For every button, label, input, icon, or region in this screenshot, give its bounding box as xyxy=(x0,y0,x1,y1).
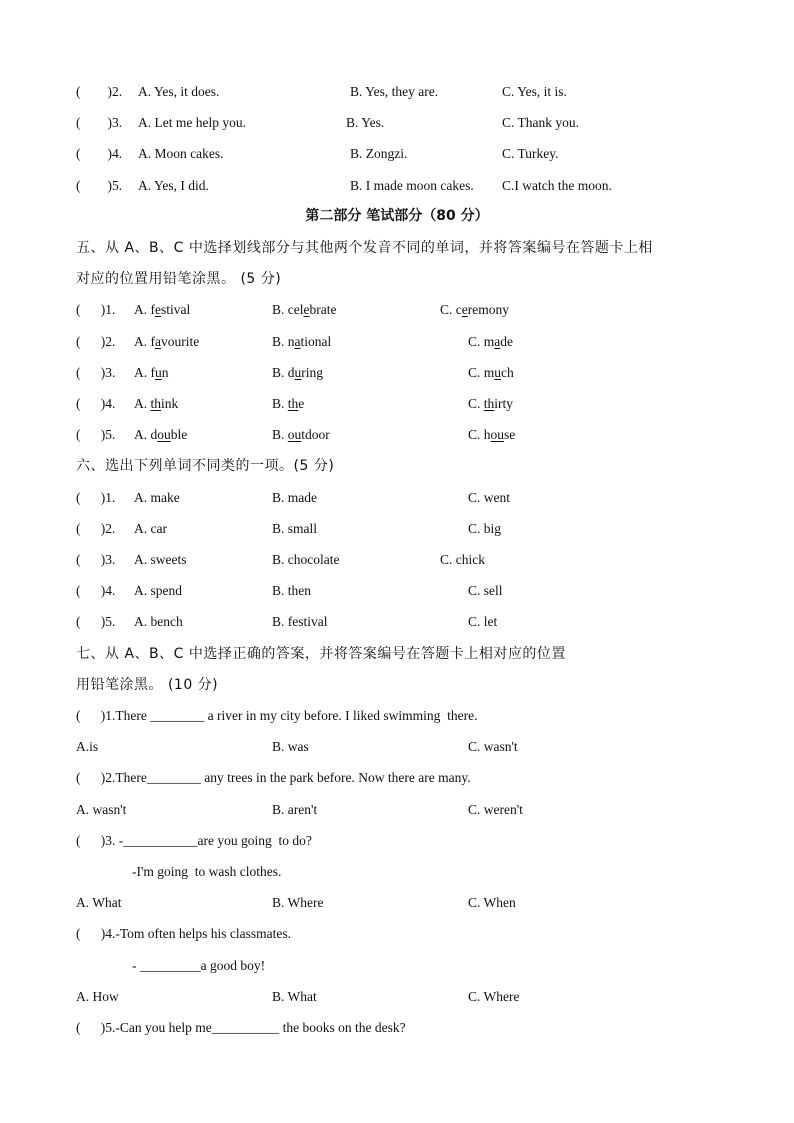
option-c: C. Where xyxy=(468,989,520,1004)
option-a: A. Let me help you. xyxy=(138,115,246,130)
option-c: C. thirty xyxy=(468,396,514,411)
option-c: C. made xyxy=(468,334,514,349)
question-number: ( )4. xyxy=(76,146,123,161)
option-a: A. bench xyxy=(134,614,183,629)
option-a: A. fun xyxy=(134,365,169,380)
option-c: C. big xyxy=(468,521,502,536)
option-a: A. Yes, I did. xyxy=(138,178,209,193)
option-b: B. chocolate xyxy=(272,552,340,567)
sec5-q5 xyxy=(0,423,794,447)
sec5-instructions-line2: 对应的位置用铅笔涂黑。 (5 分) xyxy=(76,271,282,287)
option-b: B. then xyxy=(272,583,311,598)
sec7-instructions-line2: 用铅笔涂黑。 (10 分) xyxy=(76,677,219,693)
part2-title: 第二部分 笔试部分（80 分） xyxy=(305,208,489,224)
question-number: ( )5. xyxy=(76,427,116,442)
listening-q3 xyxy=(0,111,794,135)
question-number: ( )3. xyxy=(76,365,116,380)
option-c: C. Thank you. xyxy=(502,115,579,130)
sec5-q2 xyxy=(0,330,794,354)
option-c: C. much xyxy=(468,365,514,380)
option-c: C. weren't xyxy=(468,802,523,817)
option-b: B. Where xyxy=(272,895,324,910)
question-number: ( )2. xyxy=(76,521,116,536)
sec7-q5 xyxy=(0,1016,794,1040)
sec7-q1 xyxy=(0,704,794,728)
option-b: B. was xyxy=(272,739,309,754)
option-b: B. during xyxy=(272,365,324,380)
option-a: A. favourite xyxy=(134,334,200,349)
listening-q5 xyxy=(0,174,794,198)
sec6-instructions: 六、选出下列单词不同类的一项。(5 分) xyxy=(76,458,335,474)
sec5-q3 xyxy=(0,361,794,385)
option-c: C. went xyxy=(468,490,510,505)
sec7-q4-reply xyxy=(0,954,794,978)
question-stem: ( )2.There________ any trees in the park before. Now there are many. xyxy=(76,770,471,785)
question-stem: ( )3. -___________are you going to do? xyxy=(76,833,312,848)
option-b: B. Yes, they are. xyxy=(350,84,439,99)
option-c: C. let xyxy=(468,614,498,629)
question-number: ( )4. xyxy=(76,396,116,411)
option-b: B. What xyxy=(272,989,317,1004)
option-b: B. small xyxy=(272,521,318,536)
question-number: ( )1. xyxy=(76,490,116,505)
option-a: A. double xyxy=(134,427,188,442)
option-c: C. Turkey. xyxy=(502,146,559,161)
option-b: B. aren't xyxy=(272,802,318,817)
option-a: A. Yes, it does. xyxy=(138,84,220,99)
sec7-q1-options xyxy=(0,735,794,759)
question-number: ( )5. xyxy=(76,178,123,193)
question-number: ( )2. xyxy=(76,84,123,99)
option-a: A. How xyxy=(76,989,119,1004)
option-b: B. national xyxy=(272,334,332,349)
option-b: B. made xyxy=(272,490,317,505)
option-a: A. wasn't xyxy=(76,802,127,817)
option-a: A. Moon cakes. xyxy=(138,146,224,161)
option-b: B. the xyxy=(272,396,305,411)
option-a: A. sweets xyxy=(134,552,187,567)
option-c: C. ceremony xyxy=(440,302,509,317)
sec6-q1 xyxy=(0,486,794,510)
option-c: C. chick xyxy=(440,552,485,567)
option-b: B. I made moon cakes. xyxy=(350,178,474,193)
option-b: B. Zongzi. xyxy=(350,146,408,161)
question-number: ( )1. xyxy=(76,302,116,317)
option-c: C. wasn't xyxy=(468,739,518,754)
sec7-q4-options xyxy=(0,985,794,1009)
question-number: ( )5. xyxy=(76,614,116,629)
question-number: ( )2. xyxy=(76,334,116,349)
listening-q4 xyxy=(0,142,794,166)
sec5-q1 xyxy=(0,298,794,322)
sec7-q3-options xyxy=(0,891,794,915)
option-a: A. festival xyxy=(134,302,191,317)
reply-line: -I'm going to wash clothes. xyxy=(132,864,282,879)
question-number: ( )4. xyxy=(76,583,116,598)
option-b: B. festival xyxy=(272,614,328,629)
question-stem: ( )4.-Tom often helps his classmates. xyxy=(76,926,292,941)
question-stem: ( )1.There ________ a river in my city before. I liked swimming there. xyxy=(76,708,478,723)
sec7-q4 xyxy=(0,922,794,946)
option-a: A. think xyxy=(134,396,179,411)
option-a: A. What xyxy=(76,895,122,910)
sec6-q3 xyxy=(0,548,794,572)
option-c: C.I watch the moon. xyxy=(502,178,612,193)
option-a: A. spend xyxy=(134,583,182,598)
sec6-q4 xyxy=(0,579,794,603)
option-c: C. house xyxy=(468,427,516,442)
option-b: B. outdoor xyxy=(272,427,330,442)
option-a: A. make xyxy=(134,490,180,505)
option-a: A.is xyxy=(76,739,99,754)
option-b: B. celebrate xyxy=(272,302,337,317)
sec6-q5 xyxy=(0,610,794,634)
sec5-instructions-line1: 五、从 A、B、C 中选择划线部分与其他两个发音不同的单词，并将答案编号在答题卡上相 xyxy=(76,240,653,256)
sec7-instructions-line1: 七、从 A、B、C 中选择正确的答案，并将答案编号在答题卡上相对应的位置 xyxy=(76,646,566,662)
option-c: C. sell xyxy=(468,583,503,598)
option-c: C. When xyxy=(468,895,516,910)
sec5-q4 xyxy=(0,392,794,416)
question-number: ( )3. xyxy=(76,552,116,567)
sec7-q3 xyxy=(0,829,794,853)
option-c: C. Yes, it is. xyxy=(502,84,567,99)
sec7-q3-reply xyxy=(0,860,794,884)
question-number: ( )3. xyxy=(76,115,123,130)
sec6-q2 xyxy=(0,517,794,541)
question-stem: ( )5.-Can you help me__________ the books on the desk? xyxy=(76,1020,406,1035)
option-b: B. Yes. xyxy=(346,115,385,130)
reply-line: - _________a good boy! xyxy=(132,958,266,973)
sec7-q2 xyxy=(0,766,794,790)
sec7-q2-options xyxy=(0,798,794,822)
listening-q2 xyxy=(0,80,794,104)
option-a: A. car xyxy=(134,521,167,536)
